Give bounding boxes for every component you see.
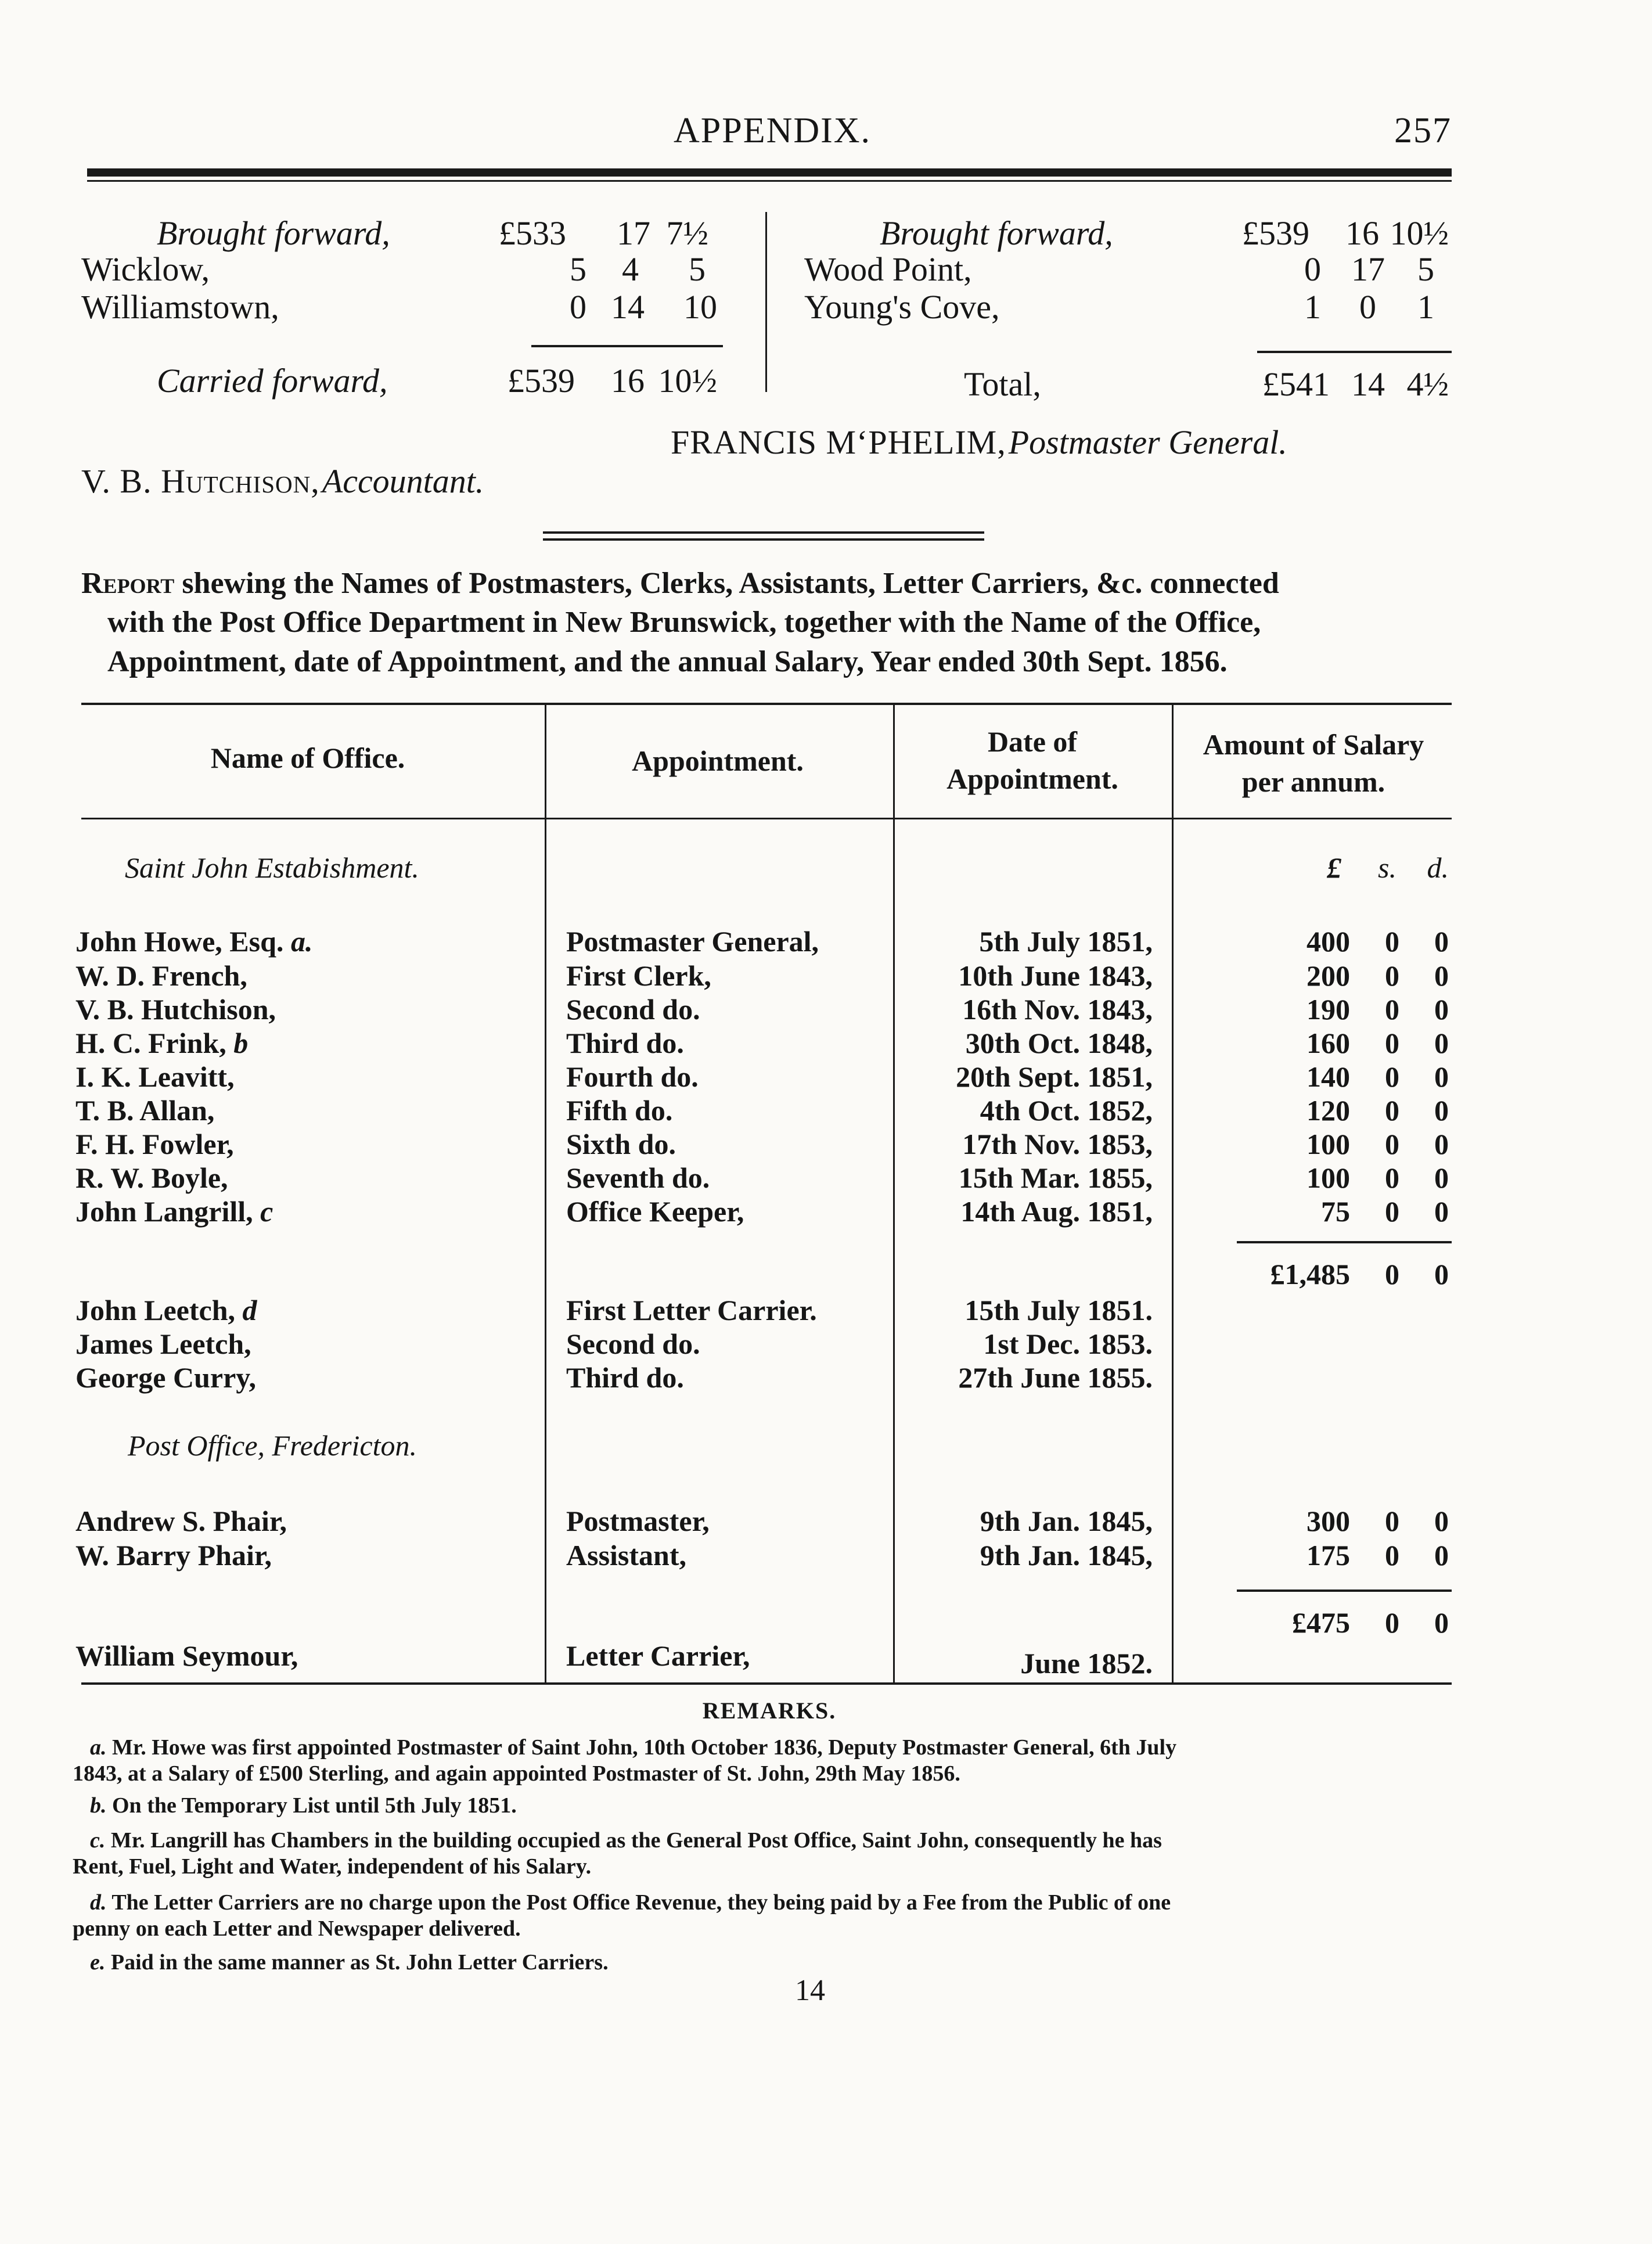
subtotal-rule bbox=[1237, 1241, 1452, 1243]
account-shillings: 0 bbox=[1359, 288, 1376, 326]
row-appointment: Seventh do. bbox=[566, 1161, 710, 1194]
row-pounds: 75 bbox=[1321, 1195, 1350, 1228]
row-date: 17th Nov. 1853, bbox=[962, 1128, 1153, 1160]
col-header-appointment: Appointment. bbox=[632, 745, 804, 777]
account-pounds: £539 bbox=[508, 362, 575, 400]
col-header-date: Date of Appointment. bbox=[946, 725, 1118, 795]
account-shillings: 4 bbox=[622, 250, 639, 288]
unit-shillings: s. bbox=[1378, 851, 1397, 884]
row-name: F. H. Fowler, bbox=[75, 1128, 234, 1160]
row-shillings: 0 bbox=[1385, 1027, 1399, 1059]
row-appointment: Second do. bbox=[566, 1328, 700, 1360]
account-shillings: 16 bbox=[611, 362, 645, 400]
row-date: 4th Oct. 1852, bbox=[980, 1094, 1153, 1127]
account-pounds: £541 bbox=[1262, 365, 1330, 403]
row-name: Andrew S. Phair, bbox=[75, 1505, 287, 1537]
row-name: V. B. Hutchison, bbox=[75, 993, 276, 1026]
row-appointment: Third do. bbox=[566, 1027, 684, 1059]
row-pence: 0 bbox=[1434, 959, 1449, 992]
table-top-rule bbox=[81, 703, 1452, 705]
account-pounds: £533 bbox=[499, 214, 566, 252]
account-pounds: 0 bbox=[570, 288, 586, 326]
row-pounds: 100 bbox=[1307, 1128, 1350, 1160]
table-bottom-rule bbox=[81, 1682, 1452, 1685]
remark-a-cont: 1843, at a Salary of £500 Sterling, and again appointed Postmaster of St. John, 29th May 1856. bbox=[73, 1761, 960, 1786]
row-name: T. B. Allan, bbox=[75, 1094, 215, 1127]
row-appointment: Fifth do. bbox=[566, 1094, 673, 1127]
postmaster-title: Postmaster General. bbox=[1008, 423, 1287, 461]
account-pounds: 5 bbox=[570, 250, 586, 288]
header-rule bbox=[87, 168, 1452, 177]
row-name: John Leetch, bbox=[75, 1294, 235, 1326]
table-header-rule bbox=[81, 818, 1452, 819]
total-rule bbox=[1257, 351, 1452, 353]
remark-e: e. Paid in the same manner as St. John Letter Carriers. bbox=[90, 1950, 609, 1975]
account-label: Young's Cove, bbox=[804, 288, 1000, 326]
row-shillings: 0 bbox=[1385, 1060, 1399, 1093]
row-name: James Leetch, bbox=[75, 1328, 251, 1360]
header-rule-thin bbox=[87, 180, 1452, 182]
section-fredericton: Post Office, Fredericton. bbox=[128, 1429, 418, 1462]
subtotal-pence: 0 bbox=[1434, 1258, 1449, 1290]
signature-mark: 14 bbox=[795, 1974, 825, 2007]
unit-pence: d. bbox=[1427, 851, 1449, 884]
row-pounds: 300 bbox=[1307, 1505, 1350, 1537]
row-name: William Seymour, bbox=[75, 1639, 298, 1672]
row-pence: 0 bbox=[1434, 1094, 1449, 1127]
table-column-divider bbox=[545, 703, 546, 1684]
col-header-salary: Amount of Salary per annum. bbox=[1203, 728, 1424, 798]
row-appointment: Postmaster General, bbox=[566, 925, 819, 958]
remark-d-cont: penny on each Letter and Newspaper delivered. bbox=[73, 1916, 521, 1941]
section-saint-john: Saint John Estabishment. bbox=[125, 851, 419, 884]
row-appointment: Letter Carrier, bbox=[566, 1639, 750, 1672]
row-name: W. D. French, bbox=[75, 959, 247, 992]
subtotal-pounds: £475 bbox=[1292, 1606, 1350, 1639]
subtotal-pence: 0 bbox=[1434, 1606, 1449, 1639]
row-pence: 0 bbox=[1434, 925, 1449, 958]
row-pence: 0 bbox=[1434, 1161, 1449, 1194]
section-divider bbox=[543, 538, 984, 541]
row-shillings: 0 bbox=[1385, 1539, 1399, 1571]
row-date: 20th Sept. 1851, bbox=[956, 1060, 1153, 1093]
row-name: W. Barry Phair, bbox=[75, 1539, 272, 1571]
remark-b: b. On the Temporary List until 5th July 1851. bbox=[90, 1793, 517, 1818]
row-date: 15th Mar. 1855, bbox=[958, 1161, 1153, 1194]
row-note: b bbox=[233, 1027, 249, 1059]
row-pence: 0 bbox=[1434, 1060, 1449, 1093]
account-label: Brought forward, bbox=[157, 214, 390, 252]
row-pounds: 200 bbox=[1307, 959, 1350, 992]
remark-d: d. The Letter Carriers are no charge upon the Post Office Revenue, they being paid by a Fee from the Public of one bbox=[90, 1890, 1171, 1915]
row-pounds: 120 bbox=[1307, 1094, 1350, 1127]
remark-a: a. Mr. Howe was first appointed Postmaster of Saint John, 10th October 1836, Deputy Postmaster General, 6th July bbox=[90, 1735, 1177, 1760]
account-pence: 1 bbox=[1417, 288, 1434, 326]
row-pence: 0 bbox=[1434, 1505, 1449, 1537]
section-divider bbox=[543, 531, 984, 534]
row-shillings: 0 bbox=[1385, 1195, 1399, 1228]
row-pence: 0 bbox=[1434, 993, 1449, 1026]
column-divider bbox=[765, 212, 767, 392]
row-appointment: Third do. bbox=[566, 1361, 684, 1394]
account-total-label: Carried forward, bbox=[157, 362, 388, 400]
account-shillings: 16 bbox=[1345, 214, 1379, 252]
row-pounds: 400 bbox=[1307, 925, 1350, 958]
row-appointment: First Letter Carrier. bbox=[566, 1294, 817, 1326]
account-pence: 4½ bbox=[1406, 365, 1449, 403]
account-pence: 10½ bbox=[658, 362, 717, 400]
accountant-title: Accountant. bbox=[322, 462, 484, 500]
row-appointment: First Clerk, bbox=[566, 959, 711, 992]
account-label: Wicklow, bbox=[81, 250, 210, 288]
row-name: John Howe, Esq. bbox=[75, 925, 284, 958]
remark-c-cont: Rent, Fuel, Light and Water, independent of his Salary. bbox=[73, 1854, 592, 1879]
row-date: 14th Aug. 1851, bbox=[960, 1195, 1153, 1228]
row-appointment: Assistant, bbox=[566, 1539, 686, 1571]
page-number: 257 bbox=[1394, 111, 1452, 150]
postmaster-signature bbox=[671, 423, 1287, 462]
row-shillings: 0 bbox=[1385, 1161, 1399, 1194]
row-pounds: 160 bbox=[1307, 1027, 1350, 1059]
row-appointment: Postmaster, bbox=[566, 1505, 710, 1537]
row-pounds: 175 bbox=[1307, 1539, 1350, 1571]
row-name: I. K. Leavitt, bbox=[75, 1060, 235, 1093]
row-date: 27th June 1855. bbox=[958, 1361, 1153, 1394]
row-date: 9th Jan. 1845, bbox=[980, 1505, 1153, 1537]
row-shillings: 0 bbox=[1385, 1094, 1399, 1127]
row-date: 10th June 1843, bbox=[958, 959, 1153, 992]
remarks-title: REMARKS. bbox=[702, 1698, 837, 1724]
account-pence: 5 bbox=[1417, 250, 1434, 288]
account-pence: 10½ bbox=[1390, 214, 1449, 252]
postmaster-name: FRANCIS M‘PHELIM, bbox=[671, 423, 1006, 461]
row-pence: 0 bbox=[1434, 1539, 1449, 1571]
report-heading-line3: Appointment, date of Appointment, and the annual Salary, Year ended 30th Sept. 1856. bbox=[107, 645, 1228, 678]
account-pounds: £539 bbox=[1242, 214, 1309, 252]
account-shillings: 14 bbox=[1351, 365, 1385, 403]
row-shillings: 0 bbox=[1385, 925, 1399, 958]
row-date: June 1852. bbox=[1020, 1647, 1153, 1680]
col-header-office: Name of Office. bbox=[210, 742, 405, 774]
account-shillings: 17 bbox=[617, 214, 650, 252]
account-shillings: 17 bbox=[1351, 250, 1385, 288]
row-name: H. C. Frink, bbox=[75, 1027, 226, 1059]
subtotal-rule bbox=[1237, 1590, 1452, 1592]
account-pence: 5 bbox=[689, 250, 706, 288]
account-total-label: Total, bbox=[964, 365, 1041, 403]
row-appointment: Office Keeper, bbox=[566, 1195, 744, 1228]
row-shillings: 0 bbox=[1385, 1505, 1399, 1537]
row-pounds: 100 bbox=[1307, 1161, 1350, 1194]
page-title: APPENDIX. bbox=[673, 111, 872, 150]
subtotal-pounds: £1,485 bbox=[1270, 1258, 1350, 1290]
report-lead: Report bbox=[81, 567, 175, 600]
account-label: Williamstown, bbox=[81, 288, 279, 326]
row-pence: 0 bbox=[1434, 1027, 1449, 1059]
row-name: John Langrill, bbox=[75, 1195, 253, 1228]
row-appointment: Fourth do. bbox=[566, 1060, 699, 1093]
account-label: Wood Point, bbox=[804, 250, 972, 288]
row-appointment: Second do. bbox=[566, 993, 700, 1026]
report-heading-line1: Report shewing the Names of Postmasters, Clerks, Assistants, Letter Carriers, &c. connected bbox=[81, 567, 1279, 600]
row-note: d bbox=[242, 1294, 257, 1326]
row-date: 9th Jan. 1845, bbox=[980, 1539, 1153, 1571]
row-note: c bbox=[260, 1195, 273, 1228]
row-date: 5th July 1851, bbox=[979, 925, 1153, 958]
account-pounds: 0 bbox=[1304, 250, 1321, 288]
row-date: 16th Nov. 1843, bbox=[962, 993, 1153, 1026]
table-column-divider bbox=[893, 703, 895, 1684]
unit-pounds: £ bbox=[1327, 851, 1341, 884]
row-date: 1st Dec. 1853. bbox=[983, 1328, 1153, 1360]
row-shillings: 0 bbox=[1385, 993, 1399, 1026]
accountant-signature bbox=[81, 462, 484, 501]
subtotal-shillings: 0 bbox=[1385, 1258, 1399, 1290]
row-note: a. bbox=[290, 925, 313, 958]
accountant-name: V. B. Hutchison, bbox=[81, 462, 320, 500]
row-name: R. W. Boyle, bbox=[75, 1161, 228, 1194]
account-pence: 10 bbox=[683, 288, 717, 326]
account-pence: 7½ bbox=[666, 214, 708, 252]
row-pounds: 140 bbox=[1307, 1060, 1350, 1093]
table-column-divider bbox=[1172, 703, 1174, 1684]
row-pence: 0 bbox=[1434, 1195, 1449, 1228]
account-shillings: 14 bbox=[611, 288, 645, 326]
report-heading-line2: with the Post Office Department in New Brunswick, together with the Name of the Office, bbox=[107, 606, 1261, 639]
remark-c: c. Mr. Langrill has Chambers in the building occupied as the General Post Office, Saint John, consequently he has bbox=[90, 1828, 1162, 1853]
row-shillings: 0 bbox=[1385, 1128, 1399, 1160]
row-pounds: 190 bbox=[1307, 993, 1350, 1026]
total-rule bbox=[531, 345, 723, 347]
row-pence: 0 bbox=[1434, 1128, 1449, 1160]
account-pounds: 1 bbox=[1304, 288, 1321, 326]
row-date: 15th July 1851. bbox=[964, 1294, 1153, 1326]
row-date: 30th Oct. 1848, bbox=[965, 1027, 1153, 1059]
account-label: Brought forward, bbox=[880, 214, 1113, 252]
row-appointment: Sixth do. bbox=[566, 1128, 676, 1160]
row-shillings: 0 bbox=[1385, 959, 1399, 992]
row-name: George Curry, bbox=[75, 1361, 257, 1394]
subtotal-shillings: 0 bbox=[1385, 1606, 1399, 1639]
